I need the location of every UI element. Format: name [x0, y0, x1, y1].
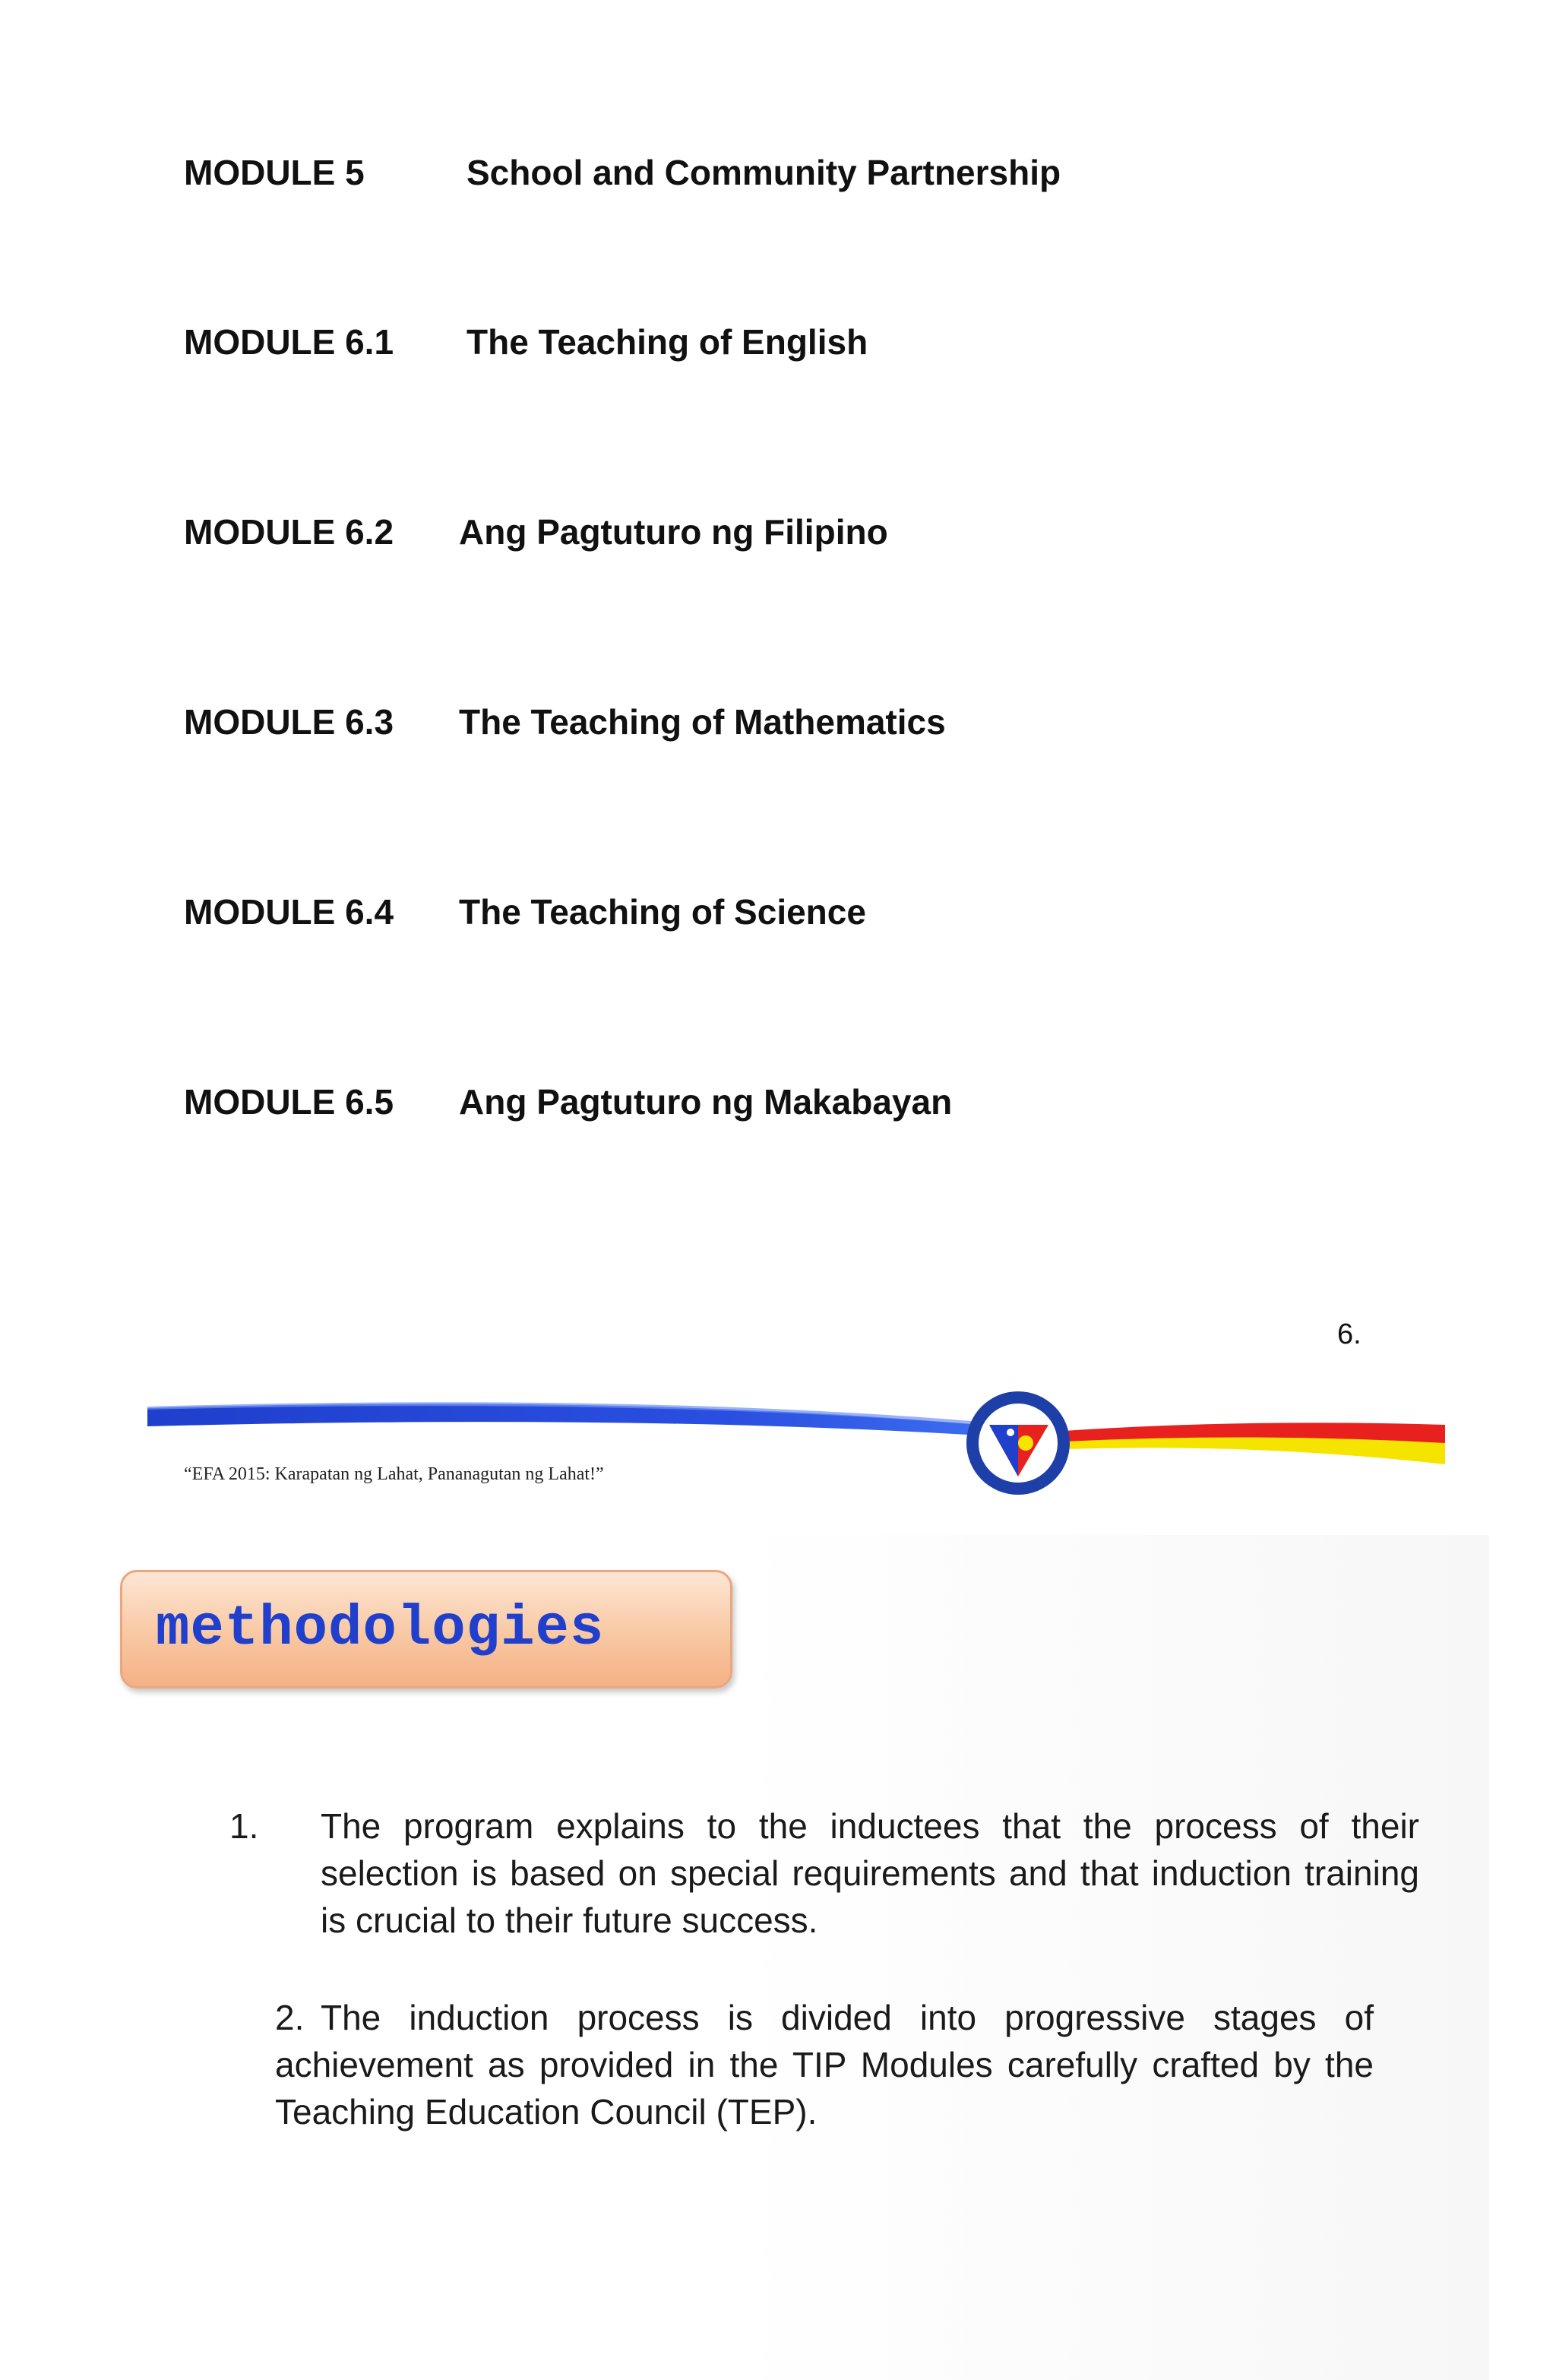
module-title: The Teaching of Mathematics: [459, 702, 946, 742]
module-title: Ang Pagtuturo ng Filipino: [459, 512, 888, 552]
module-row: [184, 318, 868, 366]
module-row: [184, 888, 866, 936]
section-title: methodologies: [156, 1597, 605, 1661]
module-title: The Teaching of English: [466, 322, 868, 362]
module-title: Ang Pagtuturo ng Makabayan: [459, 1082, 953, 1122]
list-item-text: The induction process is divided into progressive stages of achievement as provided in the TIP Modules carefully crafted by the Teaching Education Council (TEP).: [275, 1998, 1374, 2132]
module-row: [184, 508, 888, 556]
banner-swoosh: [144, 1379, 1451, 1531]
blue-swoosh: [147, 1404, 980, 1435]
module-code: MODULE 6.3: [184, 702, 394, 742]
list-item-number: 2.: [275, 1998, 305, 2037]
module-code: MODULE 6.1: [184, 322, 394, 362]
section-badge: [120, 1570, 732, 1688]
module-title: School and Community Partnership: [466, 153, 1061, 192]
list-item: [229, 1802, 1419, 1944]
list-item-number: 1.: [229, 1806, 259, 1846]
module-row: [184, 1078, 952, 1126]
module-code: MODULE 6.2: [184, 512, 394, 552]
module-code: MODULE 5: [184, 153, 365, 192]
module-code: MODULE 6.5: [184, 1082, 394, 1122]
page-number: 6.: [1337, 1318, 1362, 1350]
school-seal-icon: [966, 1391, 1070, 1495]
module-row: [184, 698, 946, 746]
module-title: The Teaching of Science: [459, 892, 866, 932]
list-item-text: The program explains to the inductees that the process of their selection is based on special requirements and that induction training is crucial to their future success.: [321, 1806, 1419, 1940]
list-item: [275, 1994, 1374, 2135]
module-code: MODULE 6.4: [184, 892, 394, 932]
module-row: [184, 148, 1061, 197]
footer-banner: [144, 1379, 1451, 1531]
page-shade: [729, 1535, 1489, 2380]
banner-motto: “EFA 2015: Karapatan ng Lahat, Pananagutan ng Lahat!”: [184, 1464, 604, 1484]
